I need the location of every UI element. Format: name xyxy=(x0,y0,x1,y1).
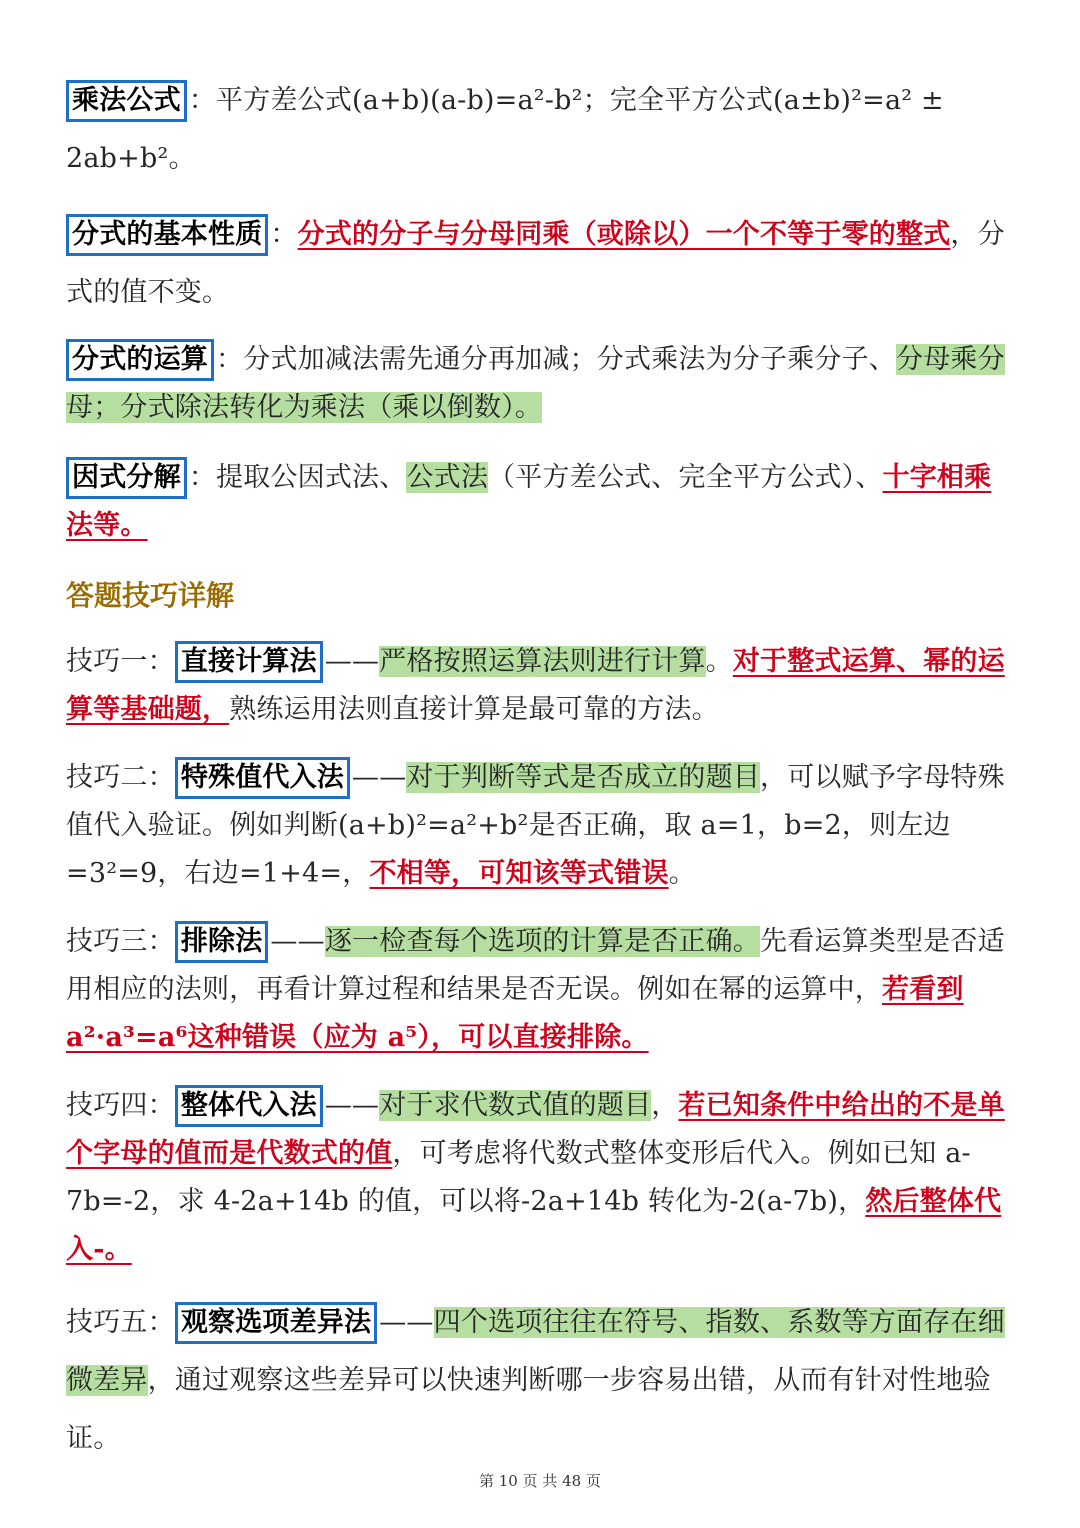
tip-4 xyxy=(66,1082,1016,1274)
body-text: （平方差公式、完全平方公式）、 xyxy=(488,462,883,493)
tip-label: 技巧三： xyxy=(66,926,175,957)
body-text: ，分式的值不变。 xyxy=(66,219,1005,308)
highlight-text: 逐一检查每个选项的计算是否正确。 xyxy=(324,926,761,957)
body-text: 提取公因式法、 xyxy=(216,462,407,493)
body-text: ，可以赋予字母特殊值代入验证。例如判断(a+b)²=a²+b²是否正确，取 a=1，b=2，则左边=3²=9，右边=1+4=， xyxy=(66,762,1005,889)
term-box: 乘法公式 xyxy=(66,80,187,122)
tip-label: 技巧四： xyxy=(66,1090,175,1121)
tip-2 xyxy=(66,754,1016,898)
tip-1 xyxy=(66,638,1016,734)
emphasis-text: 不相等，可知该等式错误 xyxy=(369,858,669,889)
highlight-text: 分母乘分母；分式除法转化为乘法（乘以倒数）。 xyxy=(66,344,1005,423)
separator: ： xyxy=(216,344,244,375)
tip-5 xyxy=(66,1294,1016,1468)
separator: ： xyxy=(270,219,298,250)
separator: ： xyxy=(188,462,217,493)
emphasis-text: 若已知条件中给出的不是单个字母的值而是代数式的值 xyxy=(66,1090,1005,1169)
highlight-text: 对于判断等式是否成立的题目 xyxy=(406,762,761,793)
body-text: 分式加减法需先通分再加减；分式乘法为分子乘分子、 xyxy=(243,344,897,375)
dash: —— xyxy=(379,1307,434,1338)
dash: —— xyxy=(270,926,325,957)
tip-3 xyxy=(66,918,1016,1062)
term-box: 因式分解 xyxy=(66,457,187,499)
tip-label: 技巧五： xyxy=(66,1307,175,1338)
term-box: 特殊值代入法 xyxy=(175,757,350,799)
term-box: 分式的运算 xyxy=(66,339,214,381)
emphasis-text: 然后整体代入-。 xyxy=(66,1186,1002,1265)
tip-label: 技巧一： xyxy=(66,646,175,677)
term-box: 分式的基本性质 xyxy=(66,214,268,256)
separator: ： xyxy=(188,85,217,116)
emphasis-text: 分式的分子与分母同乘（或除以）一个不等于零的整式 xyxy=(297,219,951,250)
body-text: 先看运算类型是否适用相应的法则，再看计算过程和结果是否无误。例如在幂的运算中， xyxy=(66,926,1005,1005)
highlight-text: 公式法 xyxy=(406,462,489,493)
highlight-text: 对于求代数式值的题目 xyxy=(379,1090,652,1121)
term-box: 整体代入法 xyxy=(175,1085,323,1127)
body-text: 。 xyxy=(705,646,733,677)
dash: —— xyxy=(324,646,380,677)
section-multiplication-formula xyxy=(66,72,1016,188)
body-text: 平方差公式(a+b)(a-b)=a²-b²；完全平方公式(a±b)²=a² ± 2ab+b²。 xyxy=(66,85,944,174)
dash: —— xyxy=(324,1090,380,1121)
page-number-footer: 第 10 页 共 48 页 xyxy=(478,1472,601,1490)
body-text: ，通过观察这些差异可以快速判断哪一步容易出错，从而有针对性地验证。 xyxy=(66,1365,991,1454)
term-box: 排除法 xyxy=(175,921,269,963)
section-factorization xyxy=(66,454,1016,550)
dash: —— xyxy=(352,762,407,793)
body-text: 熟练运用法则直接计算是最可靠的方法。 xyxy=(229,694,719,725)
emphasis-text: 十字相乘法等。 xyxy=(66,462,992,541)
section-fraction-operations xyxy=(66,336,1016,432)
body-text: ， xyxy=(651,1090,679,1121)
body-text: 。 xyxy=(668,858,696,889)
section-fraction-property xyxy=(66,206,1016,322)
tip-label: 技巧二： xyxy=(66,762,175,793)
highlight-text: 严格按照运算法则进行计算 xyxy=(379,646,706,677)
emphasis-text: 对于整式运算、幂的运算等基础题， xyxy=(66,646,1005,725)
term-box: 直接计算法 xyxy=(175,641,323,683)
highlight-text: 四个选项往往在符号、指数、系数等方面存在细微差异 xyxy=(66,1307,1005,1396)
emphasis-text: 若看到 a²·a³=a⁶这种错误（应为 a⁵），可以直接排除。 xyxy=(66,974,964,1053)
term-box: 观察选项差异法 xyxy=(175,1302,377,1344)
body-text: ，可考虑将代数式整体变形后代入。例如已知 a-7b=-2，求 4-2a+14b 的值，可以将-2a+14b 转化为-2(a-7b)， xyxy=(66,1138,971,1217)
section-heading: 答题技巧详解 xyxy=(66,579,235,612)
